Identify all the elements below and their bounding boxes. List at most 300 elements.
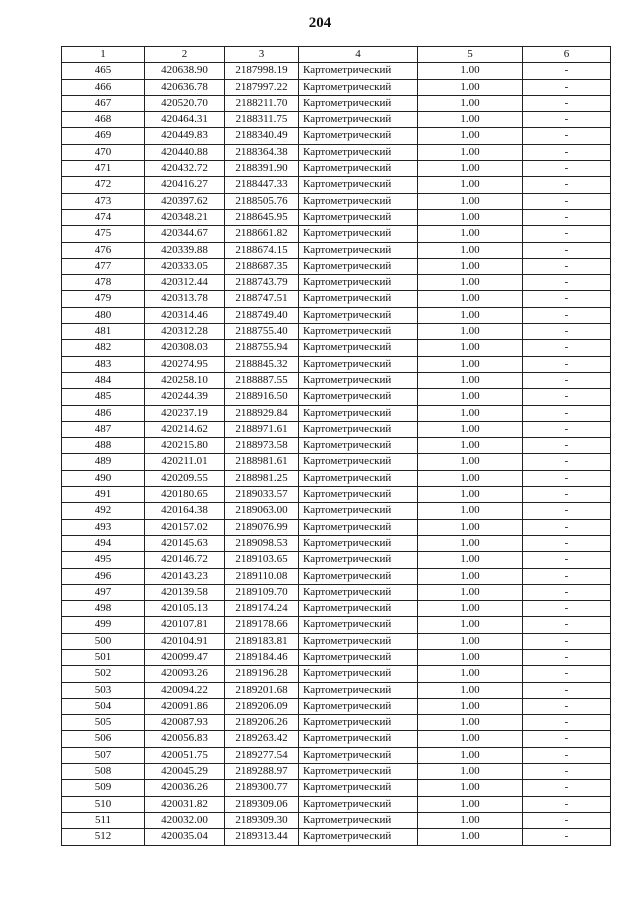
method-cell: Картометрический bbox=[299, 682, 418, 698]
accuracy-cell: 1.00 bbox=[418, 829, 523, 845]
x-coordinate-cell: 420313.78 bbox=[145, 291, 225, 307]
accuracy-cell: 1.00 bbox=[418, 79, 523, 95]
x-coordinate-cell: 420348.21 bbox=[145, 209, 225, 225]
point-number-cell: 508 bbox=[62, 764, 145, 780]
description-cell: - bbox=[523, 601, 611, 617]
point-number-cell: 504 bbox=[62, 698, 145, 714]
point-number-cell: 512 bbox=[62, 829, 145, 845]
table-row bbox=[62, 389, 611, 405]
point-number-cell: 489 bbox=[62, 454, 145, 470]
coordinates-table bbox=[61, 46, 611, 846]
point-number-cell: 505 bbox=[62, 715, 145, 731]
accuracy-cell: 1.00 bbox=[418, 568, 523, 584]
table-row bbox=[62, 454, 611, 470]
accuracy-cell: 1.00 bbox=[418, 780, 523, 796]
table-row bbox=[62, 405, 611, 421]
x-coordinate-cell: 420035.04 bbox=[145, 829, 225, 845]
table-row bbox=[62, 764, 611, 780]
description-cell: - bbox=[523, 177, 611, 193]
method-cell: Картометрический bbox=[299, 258, 418, 274]
x-coordinate-cell: 420209.55 bbox=[145, 470, 225, 486]
point-number-cell: 485 bbox=[62, 389, 145, 405]
point-number-cell: 471 bbox=[62, 161, 145, 177]
point-number-cell: 502 bbox=[62, 666, 145, 682]
accuracy-cell: 1.00 bbox=[418, 633, 523, 649]
point-number-cell: 492 bbox=[62, 503, 145, 519]
method-cell: Картометрический bbox=[299, 715, 418, 731]
table-row bbox=[62, 258, 611, 274]
accuracy-cell: 1.00 bbox=[418, 291, 523, 307]
x-coordinate-cell: 420180.65 bbox=[145, 487, 225, 503]
table-row bbox=[62, 503, 611, 519]
method-cell: Картометрический bbox=[299, 780, 418, 796]
x-coordinate-cell: 420397.62 bbox=[145, 193, 225, 209]
accuracy-cell: 1.00 bbox=[418, 715, 523, 731]
method-cell: Картометрический bbox=[299, 568, 418, 584]
description-cell: - bbox=[523, 112, 611, 128]
x-coordinate-cell: 420215.80 bbox=[145, 438, 225, 454]
accuracy-cell: 1.00 bbox=[418, 666, 523, 682]
accuracy-cell: 1.00 bbox=[418, 95, 523, 111]
x-coordinate-cell: 420093.26 bbox=[145, 666, 225, 682]
accuracy-cell: 1.00 bbox=[418, 258, 523, 274]
description-cell: - bbox=[523, 568, 611, 584]
column-header: 3 bbox=[225, 47, 299, 63]
point-number-cell: 496 bbox=[62, 568, 145, 584]
description-cell: - bbox=[523, 95, 611, 111]
method-cell: Картометрический bbox=[299, 633, 418, 649]
y-coordinate-cell: 2188340.49 bbox=[225, 128, 299, 144]
y-coordinate-cell: 2188391.90 bbox=[225, 161, 299, 177]
x-coordinate-cell: 420308.03 bbox=[145, 340, 225, 356]
method-cell: Картометрический bbox=[299, 764, 418, 780]
y-coordinate-cell: 2188981.25 bbox=[225, 470, 299, 486]
point-number-cell: 491 bbox=[62, 487, 145, 503]
y-coordinate-cell: 2189300.77 bbox=[225, 780, 299, 796]
accuracy-cell: 1.00 bbox=[418, 649, 523, 665]
table-row bbox=[62, 242, 611, 258]
y-coordinate-cell: 2189033.57 bbox=[225, 487, 299, 503]
method-cell: Картометрический bbox=[299, 128, 418, 144]
table-row bbox=[62, 487, 611, 503]
y-coordinate-cell: 2188687.35 bbox=[225, 258, 299, 274]
y-coordinate-cell: 2189174.24 bbox=[225, 601, 299, 617]
y-coordinate-cell: 2189201.68 bbox=[225, 682, 299, 698]
table-row bbox=[62, 796, 611, 812]
table-row bbox=[62, 307, 611, 323]
accuracy-cell: 1.00 bbox=[418, 324, 523, 340]
table-row bbox=[62, 715, 611, 731]
y-coordinate-cell: 2189288.97 bbox=[225, 764, 299, 780]
y-coordinate-cell: 2189076.99 bbox=[225, 519, 299, 535]
accuracy-cell: 1.00 bbox=[418, 470, 523, 486]
description-cell: - bbox=[523, 79, 611, 95]
point-number-cell: 480 bbox=[62, 307, 145, 323]
x-coordinate-cell: 420244.39 bbox=[145, 389, 225, 405]
column-header: 6 bbox=[523, 47, 611, 63]
description-cell: - bbox=[523, 812, 611, 828]
point-number-cell: 478 bbox=[62, 275, 145, 291]
x-coordinate-cell: 420344.67 bbox=[145, 226, 225, 242]
x-coordinate-cell: 420143.23 bbox=[145, 568, 225, 584]
x-coordinate-cell: 420237.19 bbox=[145, 405, 225, 421]
table-row bbox=[62, 812, 611, 828]
accuracy-cell: 1.00 bbox=[418, 307, 523, 323]
table-row bbox=[62, 340, 611, 356]
description-cell: - bbox=[523, 552, 611, 568]
description-cell: - bbox=[523, 584, 611, 600]
table-row bbox=[62, 144, 611, 160]
y-coordinate-cell: 2188929.84 bbox=[225, 405, 299, 421]
point-number-cell: 466 bbox=[62, 79, 145, 95]
y-coordinate-cell: 2189098.53 bbox=[225, 535, 299, 551]
y-coordinate-cell: 2189263.42 bbox=[225, 731, 299, 747]
accuracy-cell: 1.00 bbox=[418, 340, 523, 356]
accuracy-cell: 1.00 bbox=[418, 503, 523, 519]
table-row bbox=[62, 128, 611, 144]
table-row bbox=[62, 552, 611, 568]
y-coordinate-cell: 2188981.61 bbox=[225, 454, 299, 470]
y-coordinate-cell: 2189206.09 bbox=[225, 698, 299, 714]
y-coordinate-cell: 2189313.44 bbox=[225, 829, 299, 845]
y-coordinate-cell: 2188973.58 bbox=[225, 438, 299, 454]
accuracy-cell: 1.00 bbox=[418, 731, 523, 747]
description-cell: - bbox=[523, 226, 611, 242]
x-coordinate-cell: 420051.75 bbox=[145, 747, 225, 763]
x-coordinate-cell: 420056.83 bbox=[145, 731, 225, 747]
description-cell: - bbox=[523, 258, 611, 274]
accuracy-cell: 1.00 bbox=[418, 747, 523, 763]
description-cell: - bbox=[523, 503, 611, 519]
x-coordinate-cell: 420036.26 bbox=[145, 780, 225, 796]
method-cell: Картометрический bbox=[299, 617, 418, 633]
accuracy-cell: 1.00 bbox=[418, 454, 523, 470]
y-coordinate-cell: 2189063.00 bbox=[225, 503, 299, 519]
x-coordinate-cell: 420416.27 bbox=[145, 177, 225, 193]
point-number-cell: 477 bbox=[62, 258, 145, 274]
x-coordinate-cell: 420432.72 bbox=[145, 161, 225, 177]
x-coordinate-cell: 420440.88 bbox=[145, 144, 225, 160]
y-coordinate-cell: 2189184.46 bbox=[225, 649, 299, 665]
method-cell: Картометрический bbox=[299, 649, 418, 665]
y-coordinate-cell: 2189309.06 bbox=[225, 796, 299, 812]
y-coordinate-cell: 2188971.61 bbox=[225, 421, 299, 437]
y-coordinate-cell: 2189196.28 bbox=[225, 666, 299, 682]
x-coordinate-cell: 420312.28 bbox=[145, 324, 225, 340]
y-coordinate-cell: 2189183.81 bbox=[225, 633, 299, 649]
method-cell: Картометрический bbox=[299, 666, 418, 682]
x-coordinate-cell: 420211.01 bbox=[145, 454, 225, 470]
method-cell: Картометрический bbox=[299, 209, 418, 225]
table-row bbox=[62, 780, 611, 796]
description-cell: - bbox=[523, 519, 611, 535]
x-coordinate-cell: 420139.58 bbox=[145, 584, 225, 600]
table-row bbox=[62, 698, 611, 714]
table-row bbox=[62, 95, 611, 111]
y-coordinate-cell: 2188674.15 bbox=[225, 242, 299, 258]
point-number-cell: 493 bbox=[62, 519, 145, 535]
point-number-cell: 499 bbox=[62, 617, 145, 633]
accuracy-cell: 1.00 bbox=[418, 112, 523, 128]
accuracy-cell: 1.00 bbox=[418, 796, 523, 812]
y-coordinate-cell: 2187997.22 bbox=[225, 79, 299, 95]
accuracy-cell: 1.00 bbox=[418, 275, 523, 291]
table-row bbox=[62, 79, 611, 95]
accuracy-cell: 1.00 bbox=[418, 161, 523, 177]
description-cell: - bbox=[523, 275, 611, 291]
accuracy-cell: 1.00 bbox=[418, 128, 523, 144]
description-cell: - bbox=[523, 356, 611, 372]
y-coordinate-cell: 2188311.75 bbox=[225, 112, 299, 128]
y-coordinate-cell: 2188755.94 bbox=[225, 340, 299, 356]
description-cell: - bbox=[523, 617, 611, 633]
page-number: 204 bbox=[308, 15, 332, 31]
table-row bbox=[62, 421, 611, 437]
method-cell: Картометрический bbox=[299, 535, 418, 551]
table-row bbox=[62, 649, 611, 665]
x-coordinate-cell: 420146.72 bbox=[145, 552, 225, 568]
accuracy-cell: 1.00 bbox=[418, 356, 523, 372]
x-coordinate-cell: 420091.86 bbox=[145, 698, 225, 714]
x-coordinate-cell: 420105.13 bbox=[145, 601, 225, 617]
accuracy-cell: 1.00 bbox=[418, 764, 523, 780]
y-coordinate-cell: 2188916.50 bbox=[225, 389, 299, 405]
y-coordinate-cell: 2188505.76 bbox=[225, 193, 299, 209]
table-row bbox=[62, 63, 611, 79]
x-coordinate-cell: 420449.83 bbox=[145, 128, 225, 144]
accuracy-cell: 1.00 bbox=[418, 144, 523, 160]
table-row bbox=[62, 324, 611, 340]
accuracy-cell: 1.00 bbox=[418, 405, 523, 421]
accuracy-cell: 1.00 bbox=[418, 682, 523, 698]
method-cell: Картометрический bbox=[299, 503, 418, 519]
x-coordinate-cell: 420314.46 bbox=[145, 307, 225, 323]
description-cell: - bbox=[523, 389, 611, 405]
point-number-cell: 484 bbox=[62, 372, 145, 388]
method-cell: Картометрический bbox=[299, 470, 418, 486]
y-coordinate-cell: 2188447.33 bbox=[225, 177, 299, 193]
point-number-cell: 494 bbox=[62, 535, 145, 551]
accuracy-cell: 1.00 bbox=[418, 193, 523, 209]
description-cell: - bbox=[523, 698, 611, 714]
description-cell: - bbox=[523, 747, 611, 763]
x-coordinate-cell: 420636.78 bbox=[145, 79, 225, 95]
x-coordinate-cell: 420031.82 bbox=[145, 796, 225, 812]
x-coordinate-cell: 420032.00 bbox=[145, 812, 225, 828]
method-cell: Картометрический bbox=[299, 95, 418, 111]
accuracy-cell: 1.00 bbox=[418, 242, 523, 258]
accuracy-cell: 1.00 bbox=[418, 63, 523, 79]
table-row bbox=[62, 193, 611, 209]
description-cell: - bbox=[523, 372, 611, 388]
method-cell: Картометрический bbox=[299, 731, 418, 747]
table-row bbox=[62, 584, 611, 600]
point-number-cell: 495 bbox=[62, 552, 145, 568]
x-coordinate-cell: 420520.70 bbox=[145, 95, 225, 111]
method-cell: Картометрический bbox=[299, 552, 418, 568]
description-cell: - bbox=[523, 780, 611, 796]
table-header-row bbox=[62, 47, 611, 63]
description-cell: - bbox=[523, 324, 611, 340]
method-cell: Картометрический bbox=[299, 275, 418, 291]
accuracy-cell: 1.00 bbox=[418, 177, 523, 193]
description-cell: - bbox=[523, 291, 611, 307]
accuracy-cell: 1.00 bbox=[418, 519, 523, 535]
table-row bbox=[62, 633, 611, 649]
point-number-cell: 482 bbox=[62, 340, 145, 356]
y-coordinate-cell: 2189277.54 bbox=[225, 747, 299, 763]
table-row bbox=[62, 291, 611, 307]
point-number-cell: 467 bbox=[62, 95, 145, 111]
description-cell: - bbox=[523, 649, 611, 665]
y-coordinate-cell: 2188211.70 bbox=[225, 95, 299, 111]
method-cell: Картометрический bbox=[299, 389, 418, 405]
x-coordinate-cell: 420258.10 bbox=[145, 372, 225, 388]
x-coordinate-cell: 420145.63 bbox=[145, 535, 225, 551]
accuracy-cell: 1.00 bbox=[418, 209, 523, 225]
description-cell: - bbox=[523, 340, 611, 356]
x-coordinate-cell: 420164.38 bbox=[145, 503, 225, 519]
x-coordinate-cell: 420099.47 bbox=[145, 649, 225, 665]
table-row bbox=[62, 438, 611, 454]
accuracy-cell: 1.00 bbox=[418, 812, 523, 828]
table-body bbox=[62, 63, 611, 845]
y-coordinate-cell: 2187998.19 bbox=[225, 63, 299, 79]
y-coordinate-cell: 2189206.26 bbox=[225, 715, 299, 731]
method-cell: Картометрический bbox=[299, 291, 418, 307]
x-coordinate-cell: 420104.91 bbox=[145, 633, 225, 649]
point-number-cell: 476 bbox=[62, 242, 145, 258]
table-row bbox=[62, 535, 611, 551]
point-number-cell: 510 bbox=[62, 796, 145, 812]
point-number-cell: 506 bbox=[62, 731, 145, 747]
x-coordinate-cell: 420094.22 bbox=[145, 682, 225, 698]
y-coordinate-cell: 2188749.40 bbox=[225, 307, 299, 323]
accuracy-cell: 1.00 bbox=[418, 601, 523, 617]
description-cell: - bbox=[523, 715, 611, 731]
y-coordinate-cell: 2188661.82 bbox=[225, 226, 299, 242]
description-cell: - bbox=[523, 666, 611, 682]
point-number-cell: 497 bbox=[62, 584, 145, 600]
x-coordinate-cell: 420214.62 bbox=[145, 421, 225, 437]
accuracy-cell: 1.00 bbox=[418, 389, 523, 405]
y-coordinate-cell: 2188755.40 bbox=[225, 324, 299, 340]
x-coordinate-cell: 420464.31 bbox=[145, 112, 225, 128]
x-coordinate-cell: 420045.29 bbox=[145, 764, 225, 780]
accuracy-cell: 1.00 bbox=[418, 535, 523, 551]
table-row bbox=[62, 470, 611, 486]
x-coordinate-cell: 420157.02 bbox=[145, 519, 225, 535]
table-row bbox=[62, 177, 611, 193]
table-row bbox=[62, 372, 611, 388]
y-coordinate-cell: 2189309.30 bbox=[225, 812, 299, 828]
y-coordinate-cell: 2188887.55 bbox=[225, 372, 299, 388]
point-number-cell: 468 bbox=[62, 112, 145, 128]
y-coordinate-cell: 2188747.51 bbox=[225, 291, 299, 307]
x-coordinate-cell: 420312.44 bbox=[145, 275, 225, 291]
point-number-cell: 473 bbox=[62, 193, 145, 209]
table-row bbox=[62, 617, 611, 633]
x-coordinate-cell: 420339.88 bbox=[145, 242, 225, 258]
x-coordinate-cell: 420087.93 bbox=[145, 715, 225, 731]
table-row bbox=[62, 209, 611, 225]
description-cell: - bbox=[523, 764, 611, 780]
description-cell: - bbox=[523, 731, 611, 747]
method-cell: Картометрический bbox=[299, 438, 418, 454]
method-cell: Картометрический bbox=[299, 829, 418, 845]
x-coordinate-cell: 420638.90 bbox=[145, 63, 225, 79]
method-cell: Картометрический bbox=[299, 161, 418, 177]
table-row bbox=[62, 112, 611, 128]
table-row bbox=[62, 275, 611, 291]
accuracy-cell: 1.00 bbox=[418, 698, 523, 714]
accuracy-cell: 1.00 bbox=[418, 226, 523, 242]
method-cell: Картометрический bbox=[299, 242, 418, 258]
description-cell: - bbox=[523, 405, 611, 421]
y-coordinate-cell: 2188645.95 bbox=[225, 209, 299, 225]
point-number-cell: 479 bbox=[62, 291, 145, 307]
method-cell: Картометрический bbox=[299, 193, 418, 209]
method-cell: Картометрический bbox=[299, 226, 418, 242]
table-row bbox=[62, 747, 611, 763]
point-number-cell: 487 bbox=[62, 421, 145, 437]
y-coordinate-cell: 2188743.79 bbox=[225, 275, 299, 291]
method-cell: Картометрический bbox=[299, 796, 418, 812]
method-cell: Картометрический bbox=[299, 405, 418, 421]
table-row bbox=[62, 226, 611, 242]
description-cell: - bbox=[523, 421, 611, 437]
point-number-cell: 509 bbox=[62, 780, 145, 796]
description-cell: - bbox=[523, 307, 611, 323]
table-row bbox=[62, 568, 611, 584]
point-number-cell: 503 bbox=[62, 682, 145, 698]
point-number-cell: 470 bbox=[62, 144, 145, 160]
description-cell: - bbox=[523, 128, 611, 144]
x-coordinate-cell: 420333.05 bbox=[145, 258, 225, 274]
description-cell: - bbox=[523, 63, 611, 79]
table-row bbox=[62, 356, 611, 372]
description-cell: - bbox=[523, 829, 611, 845]
point-number-cell: 465 bbox=[62, 63, 145, 79]
table-row bbox=[62, 682, 611, 698]
point-number-cell: 500 bbox=[62, 633, 145, 649]
y-coordinate-cell: 2188364.38 bbox=[225, 144, 299, 160]
method-cell: Картометрический bbox=[299, 421, 418, 437]
method-cell: Картометрический bbox=[299, 307, 418, 323]
table-row bbox=[62, 829, 611, 845]
method-cell: Картометрический bbox=[299, 372, 418, 388]
accuracy-cell: 1.00 bbox=[418, 372, 523, 388]
method-cell: Картометрический bbox=[299, 454, 418, 470]
accuracy-cell: 1.00 bbox=[418, 438, 523, 454]
table-row bbox=[62, 161, 611, 177]
point-number-cell: 498 bbox=[62, 601, 145, 617]
y-coordinate-cell: 2188845.32 bbox=[225, 356, 299, 372]
point-number-cell: 481 bbox=[62, 324, 145, 340]
method-cell: Картометрический bbox=[299, 340, 418, 356]
method-cell: Картометрический bbox=[299, 79, 418, 95]
description-cell: - bbox=[523, 682, 611, 698]
description-cell: - bbox=[523, 796, 611, 812]
accuracy-cell: 1.00 bbox=[418, 552, 523, 568]
x-coordinate-cell: 420274.95 bbox=[145, 356, 225, 372]
column-header: 4 bbox=[299, 47, 418, 63]
y-coordinate-cell: 2189178.66 bbox=[225, 617, 299, 633]
table-row bbox=[62, 601, 611, 617]
y-coordinate-cell: 2189103.65 bbox=[225, 552, 299, 568]
method-cell: Картометрический bbox=[299, 584, 418, 600]
table-row bbox=[62, 666, 611, 682]
